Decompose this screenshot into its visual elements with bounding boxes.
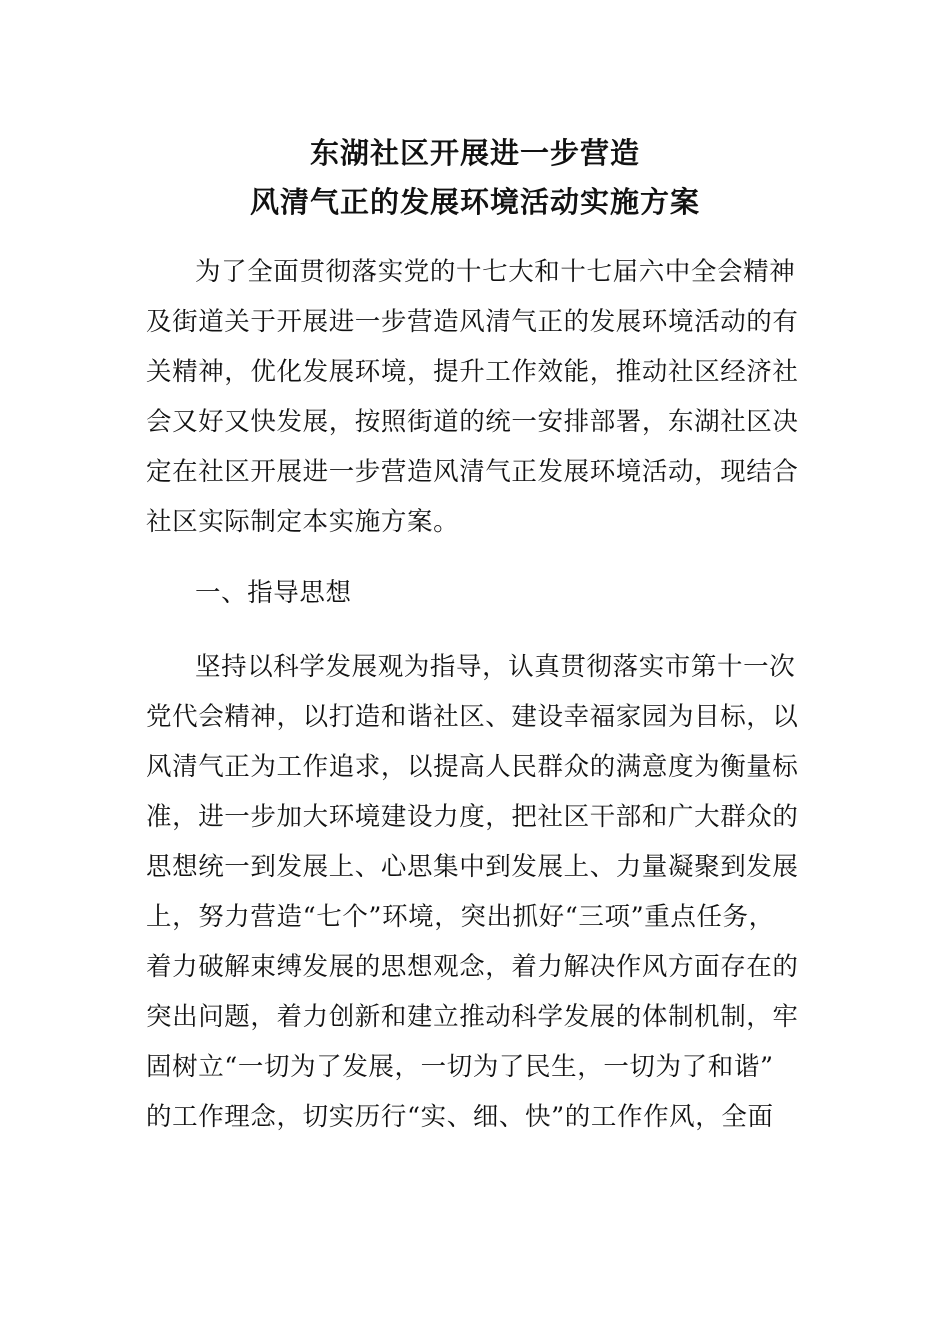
section1-line: 准，进一步加大环境建设力度，把社区干部和广大群众的 xyxy=(146,802,799,832)
section1-line: 突出问题，着力创新和建立推动科学发展的体制机制，牢 xyxy=(146,1002,799,1032)
intro-line: 为了全面贯彻落实党的十七大和十七届六中全会精神 xyxy=(195,257,796,287)
document-title-line-1: 东湖社区开展进一步营造 xyxy=(309,136,640,170)
section-heading: 一、指导思想 xyxy=(195,578,352,608)
intro-line: 会又好又快发展，按照街道的统一安排部署，东湖社区决 xyxy=(146,407,799,437)
intro-line: 定在社区开展进一步营造风清气正发展环境活动，现结合 xyxy=(146,457,799,487)
section1-line: 坚持以科学发展观为指导，认真贯彻落实市第十一次 xyxy=(195,652,796,682)
section1-line: 的工作理念，切实历行“实、细、快”的工作作风，全面 xyxy=(146,1102,774,1132)
section1-line: 思想统一到发展上、心思集中到发展上、力量凝聚到发展 xyxy=(146,852,799,882)
section1-line: 党代会精神，以打造和谐社区、建设幸福家园为目标，以 xyxy=(146,702,799,732)
section1-line: 固树立“一切为了发展，一切为了民生，一切为了和谐” xyxy=(146,1052,774,1082)
document-title-line-2: 风清气正的发展环境活动实施方案 xyxy=(249,185,700,219)
intro-line: 及街道关于开展进一步营造风清气正的发展环境活动的有 xyxy=(146,307,799,337)
section1-line: 上，努力营造“七个”环境，突出抓好“三项”重点任务， xyxy=(146,902,775,932)
section1-line: 着力破解束缚发展的思想观念，着力解决作风方面存在的 xyxy=(146,952,799,982)
intro-line: 社区实际制定本实施方案。 xyxy=(146,507,460,537)
intro-line: 关精神，优化发展环境，提升工作效能，推动社区经济社 xyxy=(146,357,799,387)
section1-line: 风清气正为工作追求，以提高人民群众的满意度为衡量标 xyxy=(146,752,799,782)
